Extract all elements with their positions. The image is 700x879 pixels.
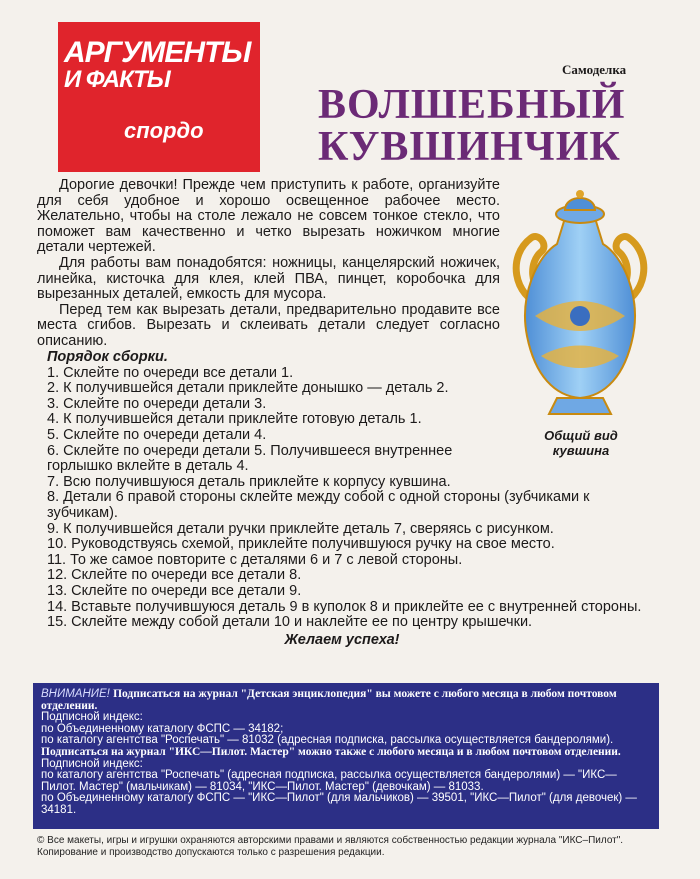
step-item: 8. Детали 6 правой стороны склейте между собой с одной стороны (зубчиками к зубчикам). bbox=[47, 489, 590, 521]
step-item: 13. Склейте по очереди все детали 9. bbox=[47, 582, 302, 599]
step-item: 4. К получившейся детали приклейте готовую деталь 1. bbox=[47, 411, 422, 428]
notice-line: по Объединенному каталогу ФСПС — "ИКС—Пилот" (для мальчиков) — 39501, "ИКС—Пилот" (для девочек) — 34181. bbox=[41, 792, 637, 816]
notice-line: по каталогу агентства "Роспечать" — 81032 (адресная подписка, рассылка осуществляется бандеролями). bbox=[41, 734, 614, 747]
footer-line: Копирование и производство допускаются только с разрешения редакции. bbox=[37, 847, 385, 858]
rubric-label: Самоделка bbox=[562, 62, 627, 77]
step-item: 15. Склейте между собой детали 10 и наклейте ее по центру крышечки. bbox=[47, 614, 533, 631]
logo-line-1: АРГУМЕНТЫ bbox=[64, 36, 251, 69]
steps-header: Порядок сборки. bbox=[47, 349, 168, 365]
notice-line: Подписаться на журнал "ИКС—Пилот. Мастер" можно также с любого месяца и в любом почтовом отделении. bbox=[41, 745, 621, 758]
step-item: 14. Вставьте получившуюся деталь 9 в куполок 8 и приклейте ее с внутренней стороны. bbox=[47, 598, 642, 615]
title-line-2: КУВШИНЧИК bbox=[318, 124, 621, 170]
notice-line: Подписной индекс: bbox=[41, 711, 143, 724]
logo-line-2: И ФАКТЫ bbox=[64, 66, 170, 93]
step-item: 7. Всю получившуюся деталь приклейте к корпусу кувшина. bbox=[47, 473, 451, 490]
notice-line: Подписаться на журнал "Детская энциклопедия" вы можете с любого месяца в любом почтовом отделении. bbox=[41, 688, 617, 712]
notice-line: по Объединенному каталогу ФСПС — 34182; bbox=[41, 722, 284, 735]
footer-line: © Все макеты, игры и игрушки охраняются авторскими правами и являются собственностью редакции журнала "ИКС–Пилот". bbox=[37, 835, 624, 846]
step-item: 9. К получившейся детали ручки приклейте деталь 7, сверяясь с рисунком. bbox=[47, 520, 554, 537]
magazine-logo bbox=[58, 22, 260, 172]
intro-paragraph: Дорогие девочки! Прежде чем приступить к работе, организуйте для себя удобное и хорошо освещенное рабочее место. Желательно, чтобы на столе лежало не совсем тонкое стекло, что поможет вам качественно и четко вырезать ножичком многие детали чертежей. bbox=[37, 177, 500, 256]
step-item: 11. То же самое повторите с деталями 6 и 7 с левой стороны. bbox=[47, 551, 463, 568]
title-line-1: ВОЛШЕБНЫЙ bbox=[318, 82, 626, 128]
step-item: 2. К получившейся детали приклейте донышко — деталь 2. bbox=[47, 380, 449, 397]
intro-paragraph: Для работы вам понадобятся: ножницы, канцелярский ножичек, линейка, кисточка для клея, клей ПВА, пинцет, коробочка для вырезанных деталей, емкость для мусора. bbox=[37, 254, 500, 303]
closing-wish: Желаем успеха! bbox=[284, 631, 400, 648]
notice-line: по каталогу агентства "Роспечать" (адресная подписка, рассылка осуществляется бандеролями) — "ИКС—Пилот. Мастер" (мальчикам) — 81034, "ИКС—Пилот. Мастер" (девочкам) — 81033. bbox=[41, 769, 617, 793]
step-item: 12. Склейте по очереди все детали 8. bbox=[47, 567, 302, 584]
assembly-steps bbox=[37, 350, 647, 648]
step-item: 3. Склейте по очереди детали 3. bbox=[47, 395, 267, 412]
subscription-notice bbox=[33, 683, 659, 829]
intro-text bbox=[37, 178, 500, 350]
page-title bbox=[318, 82, 626, 170]
step-item: 10. Руководствуясь схемой, приклейте получившуюся ручку на свое место. bbox=[47, 536, 555, 553]
logo-subbrand: спордо bbox=[124, 118, 204, 143]
step-item: 5. Склейте по очереди детали 4. bbox=[47, 426, 267, 443]
step-item: 1. Склейте по очереди все детали 1. bbox=[47, 364, 294, 381]
step-item: 6. Склейте по очереди детали 5. Получившееся внутреннее горлышко вклейте в деталь 4. bbox=[47, 442, 453, 475]
copyright-footer bbox=[37, 835, 677, 859]
intro-paragraph: Перед тем как вырезать детали, предварительно продавите все места сгибов. Вырезать и склеивать детали следует согласно описанию. bbox=[37, 301, 500, 349]
notice-line: Подписной индекс: bbox=[41, 757, 143, 770]
notice-warning: ВНИМАНИЕ! bbox=[41, 688, 110, 700]
jug-caption: Общий вид кувшина bbox=[544, 428, 618, 458]
